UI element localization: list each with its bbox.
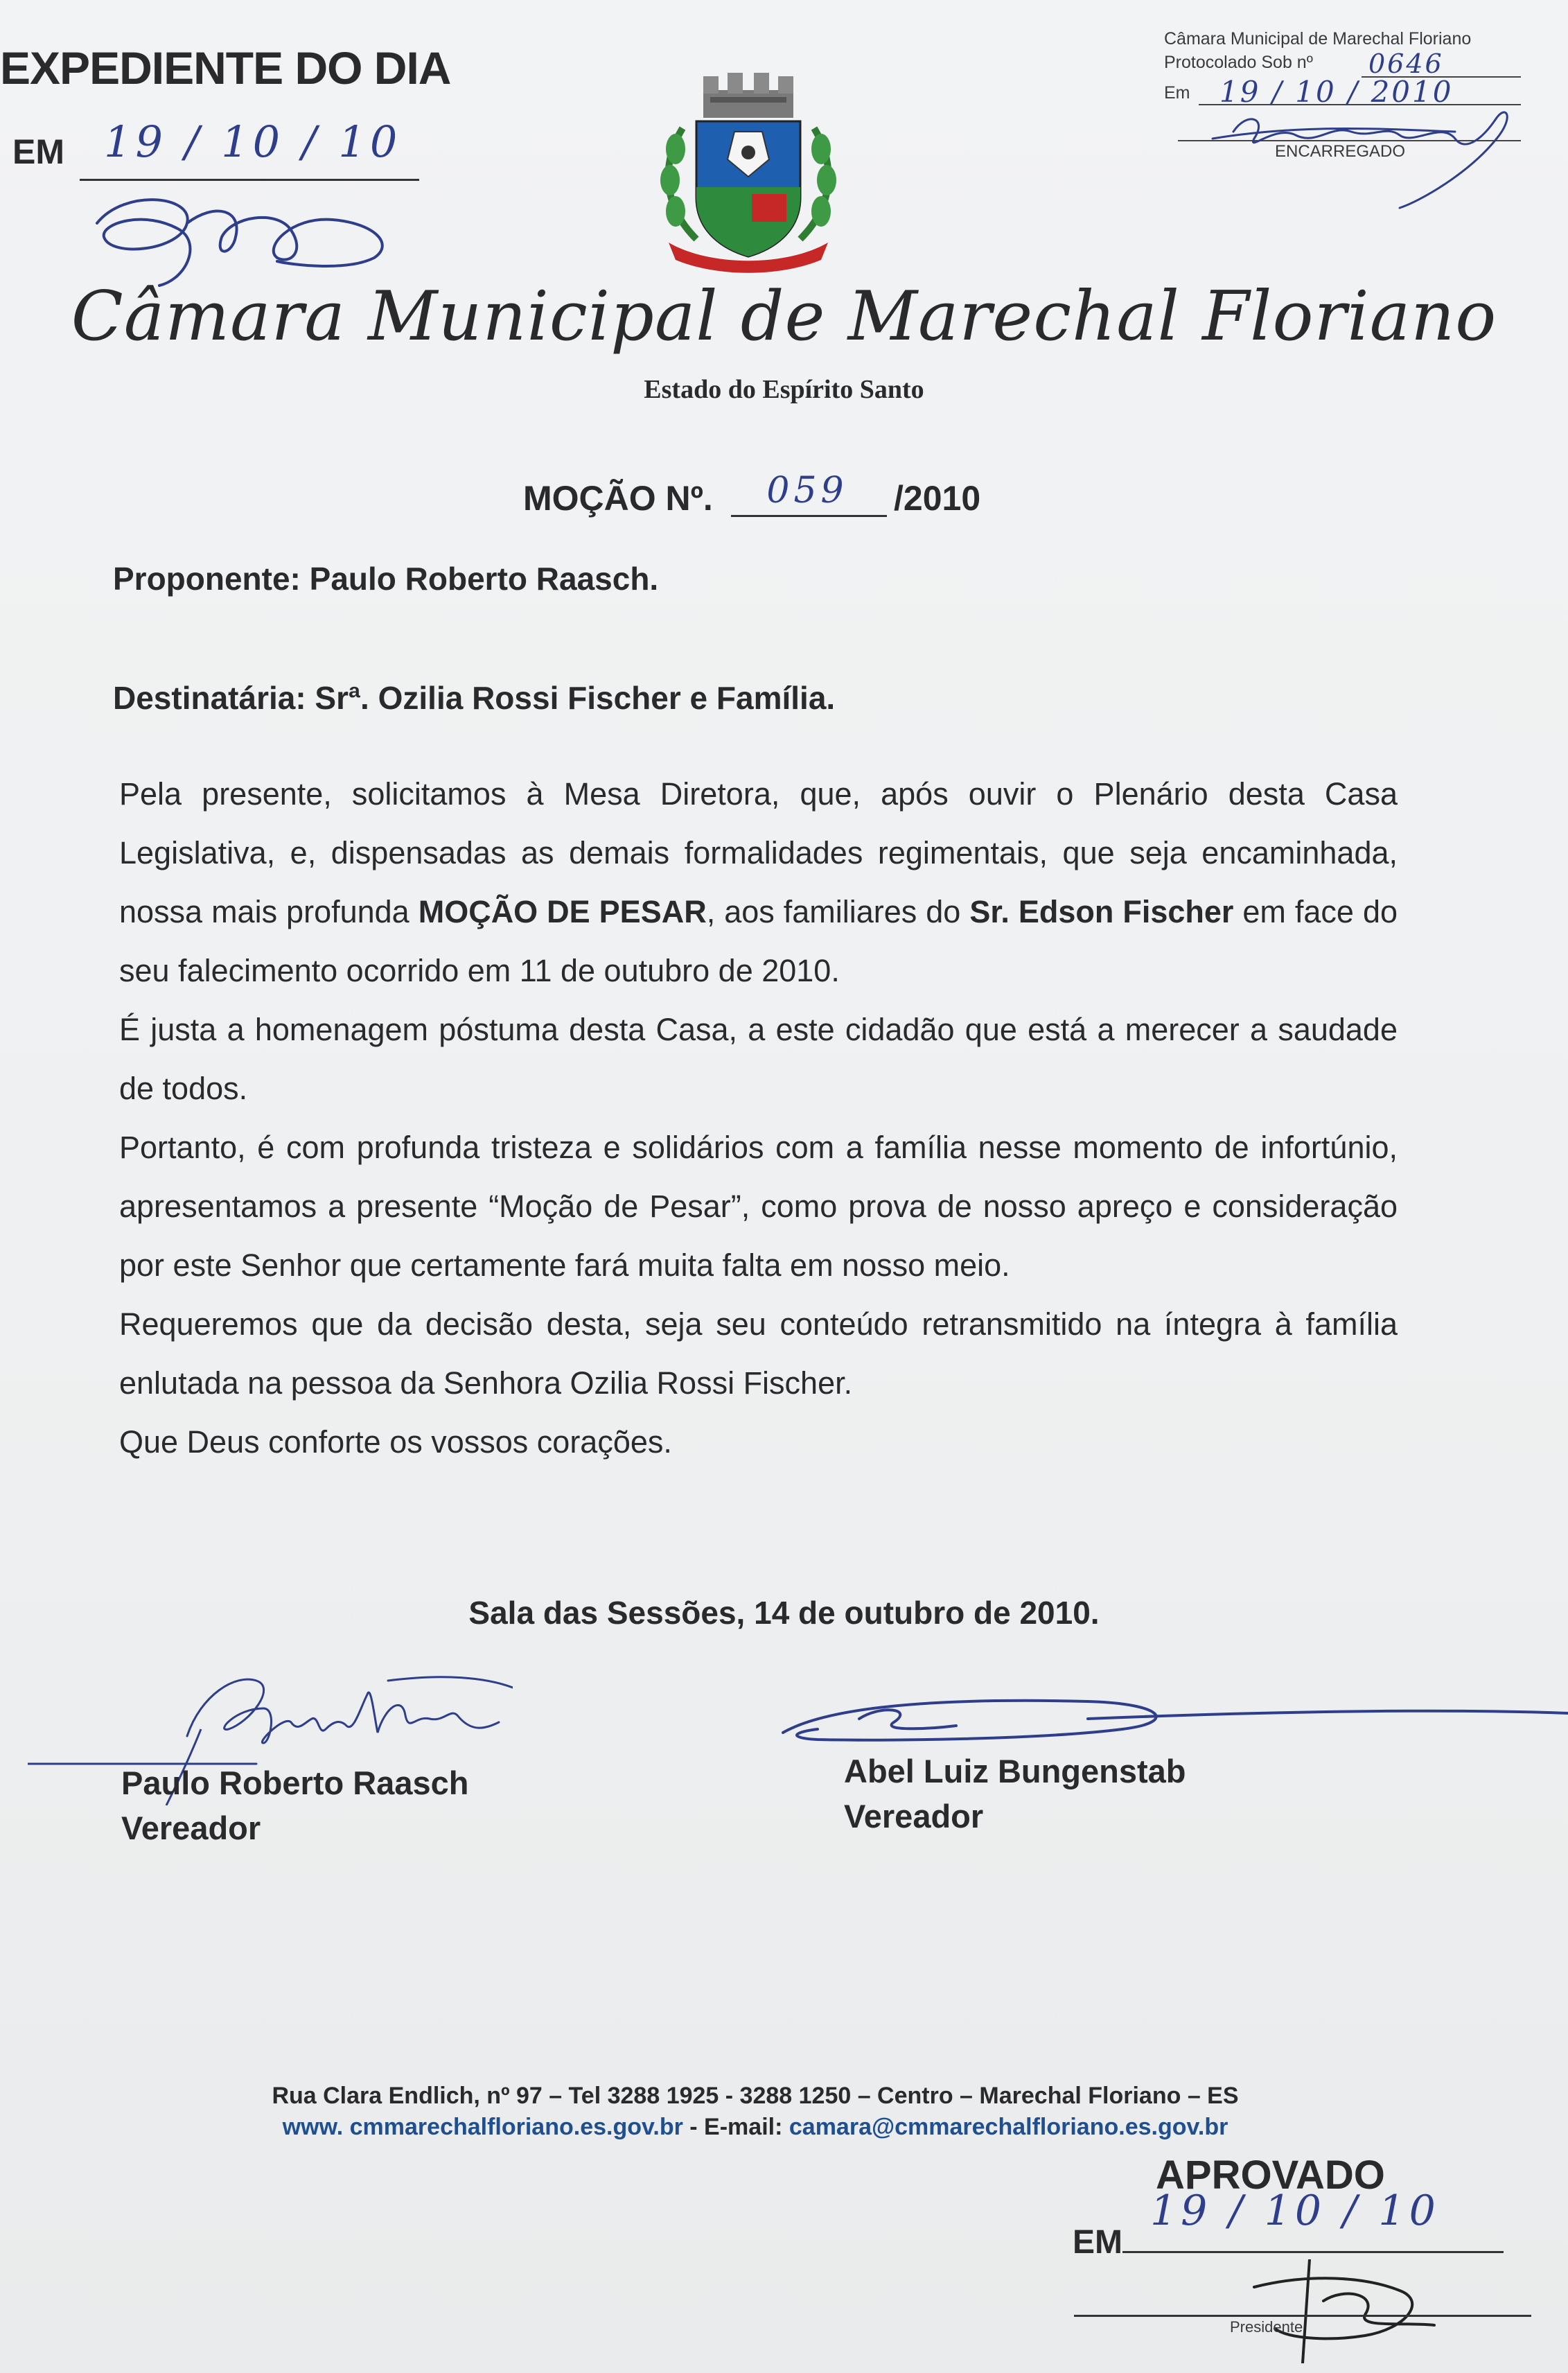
motion-number: 059: [766, 470, 848, 511]
protocol-date: 19 / 10 / 2010: [1219, 75, 1454, 109]
body-paragraph-3: Portanto, é com profunda tristeza e solidários com a família nesse momento de infortúnio, apresentamos a presente “Moção de Pesar”, como prova de nosso apreço e consideração por este Senhor que certamente fará muita falta em nosso meio.: [119, 1130, 1398, 1283]
approval-stamp-title: APROVADO: [1156, 2153, 1385, 2198]
body-paragraph-1: [119, 764, 1398, 1000]
email-link[interactable]: camara@cmmarechalfloriano.es.gov.br: [789, 2114, 1228, 2140]
signatory-role-bungenstab: Vereador: [844, 1798, 984, 1835]
body-paragraph-5: Que Deus conforte os vossos corações.: [119, 1424, 672, 1460]
email-label: - E-mail:: [682, 2114, 789, 2140]
approval-em-label: EM: [1073, 2224, 1122, 2261]
protocol-stamp-title: Câmara Municipal de Marechal Floriano: [1164, 29, 1472, 49]
bungenstab-signature: [776, 1691, 1568, 1753]
signatory-role-raasch: Vereador: [121, 1810, 261, 1846]
website-link[interactable]: www. cmmarechalfloriano.es.gov.br: [282, 2114, 683, 2140]
body-paragraph-1-text-2: , aos familiares do: [706, 894, 970, 929]
footer-contact: [0, 2114, 1510, 2141]
motion-label: MOÇÃO Nº.: [523, 479, 713, 518]
body-paragraph-1-text-3: em face do seu falecimento ocorrido em 11 de outubro de 2010.: [119, 894, 1398, 988]
approval-signature-line: [1074, 2315, 1531, 2317]
protocol-stamp-label: Protocolado Sob nº: [1164, 53, 1313, 72]
expediente-stamp-title: EXPEDIENTE DO DIA: [0, 42, 451, 94]
protocol-signature: [1192, 97, 1524, 215]
motion-body: [119, 764, 1398, 1471]
recipient-line: Destinatária: Srª. Ozilia Rossi Fischer e Família.: [113, 680, 836, 716]
body-paragraph-1-text: Pela presente, solicitamos à Mesa Diretora, que, após ouvir o Plenário desta Casa Legislativa, e, dispensadas as demais formalidades regimentais, que seja encaminhada, nossa mais profunda: [119, 776, 1398, 929]
body-paragraph-4: Requeremos que da decisão desta, seja seu conteúdo retransmitido na íntegra à família enlutada na pessoa da Senhora Ozilia Rossi Fischer.: [119, 1306, 1398, 1401]
motion-year: /2010: [894, 479, 981, 518]
motion-number-line: [731, 515, 887, 517]
protocol-encarregado-label: ENCARREGADO: [1275, 142, 1406, 161]
session-date: Sala das Sessões, 14 de outubro de 2010.: [468, 1595, 1100, 1631]
expediente-em-label: EM: [12, 132, 64, 171]
approval-date: 19 / 10 / 10: [1150, 2187, 1440, 2235]
expediente-date-line: [80, 179, 419, 181]
approval-date-line: [1122, 2251, 1504, 2253]
state-name: Estado do Espírito Santo: [644, 375, 924, 404]
approval-signature: [1226, 2259, 1455, 2363]
chamber-name-heading: Câmara Municipal de Marechal Floriano: [71, 277, 1497, 356]
footer-address: Rua Clara Endlich, nº 97 – Tel 3288 1925 - 3288 1250 – Centro – Marechal Floriano – ES: [272, 2083, 1239, 2109]
coat-of-arms-emblem: [655, 66, 842, 274]
protocol-number: 0646: [1368, 49, 1444, 79]
deceased-name-emphasis: Sr. Edson Fischer: [969, 894, 1234, 929]
approval-president-label: Presidente: [1230, 2318, 1303, 2336]
motion-type-emphasis: MOÇÃO DE PESAR: [418, 894, 707, 929]
signatory-name-raasch: Paulo Roberto Raasch: [121, 1765, 469, 1801]
signatory-name-bungenstab: Abel Luiz Bungenstab: [844, 1753, 1186, 1789]
protocol-em-label: Em: [1164, 83, 1190, 103]
expediente-date: 19 / 10 / 10: [104, 116, 402, 167]
proponent-line: Proponente: Paulo Roberto Raasch.: [113, 561, 659, 597]
body-paragraph-2: É justa a homenagem póstuma desta Casa, a este cidadão que está a merecer a saudade de todos.: [119, 1012, 1398, 1106]
